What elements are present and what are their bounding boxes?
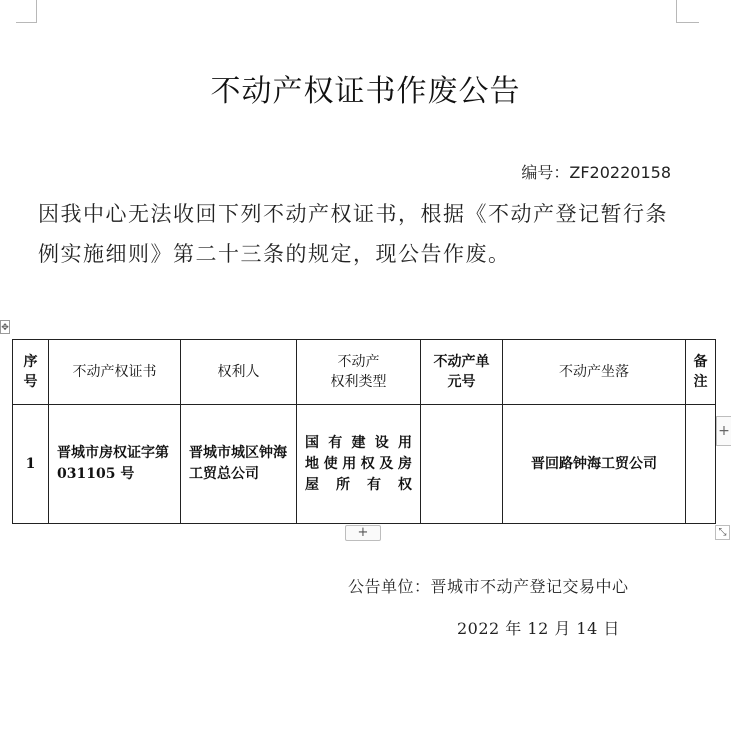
- table-row: [13, 405, 716, 524]
- header-remark: [686, 340, 716, 405]
- header-seq-line2: 号: [23, 374, 38, 390]
- header-remark-line1: 备: [693, 354, 708, 370]
- crop-mark-top-right: [676, 0, 699, 23]
- cell-right-type-line1: 国有建设用: [305, 434, 412, 451]
- cell-holder: 晋城市城区钟海工贸总公司: [181, 405, 297, 524]
- table-resize-handle-icon[interactable]: ⤡: [715, 525, 730, 540]
- cell-location: 晋回路钟海工贸公司: [503, 405, 686, 524]
- crop-mark-top-left: [16, 0, 37, 23]
- cell-right-type-line2: 地使用权及房: [305, 455, 412, 472]
- table-header-row: [13, 340, 716, 405]
- header-seq-line1: 序: [23, 354, 38, 370]
- header-certificate: 不动产权证书: [49, 340, 181, 405]
- header-right-type-line2: 权利类型: [330, 374, 387, 390]
- add-row-button[interactable]: +: [345, 525, 381, 541]
- certificate-table: [12, 339, 716, 524]
- cell-seq: 1: [13, 405, 49, 524]
- header-unit-no: [421, 340, 503, 405]
- header-seq: [13, 340, 49, 405]
- header-right-type: [297, 340, 421, 405]
- header-right-type-line1: 不动产: [337, 354, 380, 370]
- document-number: 编号：ZF20220158: [521, 163, 671, 182]
- page-title: 不动产权证书作废公告: [210, 74, 521, 109]
- cell-unit-no: [421, 405, 503, 524]
- table-move-handle-icon[interactable]: ✥: [0, 320, 10, 334]
- header-location: 不动产坐落: [503, 340, 686, 405]
- issuer-line: 公告单位：晋城市不动产登记交易中心: [348, 577, 629, 596]
- header-holder: 权利人: [181, 340, 297, 405]
- cell-certificate: 晋城市房权证字第 031105 号: [49, 405, 181, 524]
- header-unit-no-line1: 不动产单: [433, 354, 490, 370]
- cell-right-type: [297, 405, 421, 524]
- issue-date: 2022 年 12 月 14 日: [457, 619, 620, 638]
- intro-paragraph: 因我中心无法收回下列不动产权证书，根据《不动产登记暂行条例实施细则》第二十三条的规定，现公告作废。: [38, 202, 668, 266]
- cell-remark: [686, 405, 716, 524]
- header-remark-line2: 注: [693, 374, 708, 390]
- cell-right-type-line3: 屋所有权: [305, 476, 412, 493]
- header-unit-no-line2: 元号: [447, 374, 476, 390]
- add-column-button[interactable]: +: [716, 416, 731, 446]
